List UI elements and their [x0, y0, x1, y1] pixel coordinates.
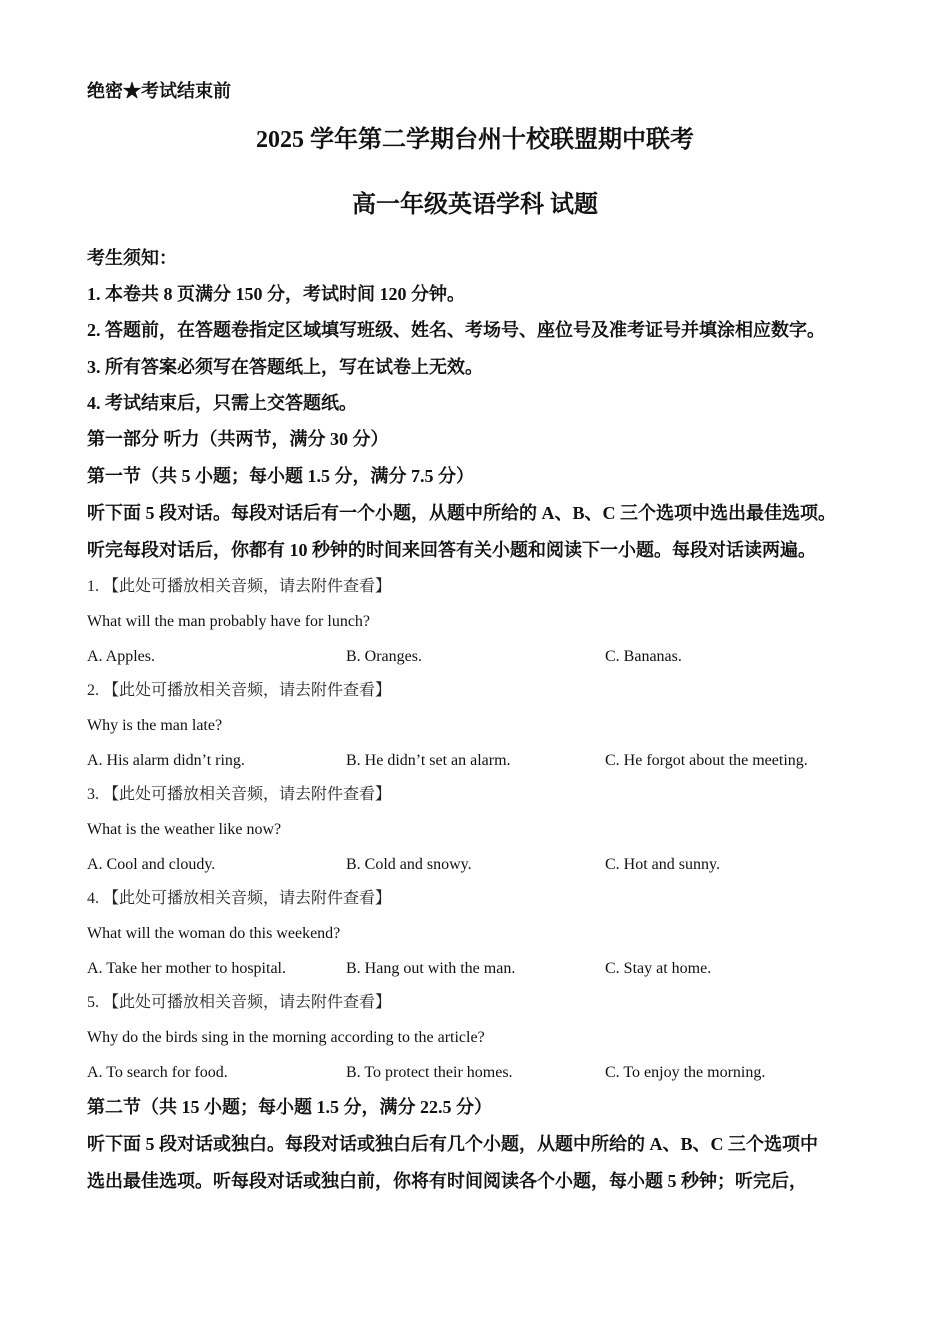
option-b: B. Hang out with the man.	[346, 960, 516, 977]
option-b: B. To protect their homes.	[346, 1064, 513, 1081]
audio-placeholder[interactable]: 5. 【此处可播放相关音频，请去附件查看】	[87, 994, 392, 1011]
question-text: Why is the man late?	[87, 717, 223, 734]
section-heading: 第二节（共 15 小题；每小题 1.5 分，满分 22.5 分）	[87, 1097, 492, 1117]
section-heading: 第一节（共 5 小题；每小题 1.5 分，满分 7.5 分）	[87, 466, 474, 486]
option-a: A. His alarm didn’t ring.	[87, 752, 245, 769]
exam-subtitle: 高一年级英语学科 试题	[352, 192, 598, 218]
option-b: B. Cold and snowy.	[346, 856, 472, 873]
option-c: C. To enjoy the morning.	[605, 1064, 766, 1081]
notice-item: 3. 所有答案必须写在答题纸上，写在试卷上无效。	[87, 357, 483, 377]
option-c: C. He forgot about the meeting.	[605, 752, 808, 769]
section-instructions: 选出最佳选项。听每段对话或独白前，你将有时间阅读各个小题，每小题 5 秒钟；听完后，	[87, 1171, 807, 1191]
question-text: What will the woman do this weekend?	[87, 925, 341, 942]
audio-placeholder[interactable]: 1. 【此处可播放相关音频，请去附件查看】	[87, 578, 392, 595]
option-a: A. Apples.	[87, 648, 155, 665]
section-instructions: 听完每段对话后，你都有 10 秒钟的时间来回答有关小题和阅读下一小题。每段对话读两遍。	[87, 540, 816, 560]
section-instructions: 听下面 5 段对话。每段对话后有一个小题，从题中所给的 A、B、C 三个选项中选出最佳选项。	[87, 503, 836, 523]
notice-item: 2. 答题前，在答题卷指定区域填写班级、姓名、考场号、座位号及准考证号并填涂相应数字。	[87, 320, 825, 340]
notice-item: 4. 考试结束后，只需上交答题纸。	[87, 393, 357, 413]
option-c: C. Hot and sunny.	[605, 856, 720, 873]
option-a: A. To search for food.	[87, 1064, 228, 1081]
option-c: C. Bananas.	[605, 648, 682, 665]
option-b: B. He didn’t set an alarm.	[346, 752, 511, 769]
exam-title: 2025 学年第二学期台州十校联盟期中联考	[256, 127, 694, 153]
option-b: B. Oranges.	[346, 648, 422, 665]
notice-item: 1. 本卷共 8 页满分 150 分，考试时间 120 分钟。	[87, 284, 465, 304]
option-a: A. Cool and cloudy.	[87, 856, 216, 873]
option-c: C. Stay at home.	[605, 960, 712, 977]
part-heading: 第一部分 听力（共两节，满分 30 分）	[87, 429, 389, 449]
audio-placeholder[interactable]: 2. 【此处可播放相关音频，请去附件查看】	[87, 682, 392, 699]
audio-placeholder[interactable]: 4. 【此处可播放相关音频，请去附件查看】	[87, 890, 392, 907]
audio-placeholder[interactable]: 3. 【此处可播放相关音频，请去附件查看】	[87, 786, 392, 803]
section-instructions: 听下面 5 段对话或独白。每段对话或独白后有几个小题，从题中所给的 A、B、C 三个选项中	[87, 1134, 818, 1154]
option-a: A. Take her mother to hospital.	[87, 960, 286, 977]
question-text: Why do the birds sing in the morning according to the article?	[87, 1029, 485, 1046]
question-text: What will the man probably have for lunch?	[87, 613, 371, 630]
confidential-label: 绝密★考试结束前	[87, 81, 231, 101]
question-text: What is the weather like now?	[87, 821, 282, 838]
notice-heading: 考生须知：	[87, 248, 177, 268]
